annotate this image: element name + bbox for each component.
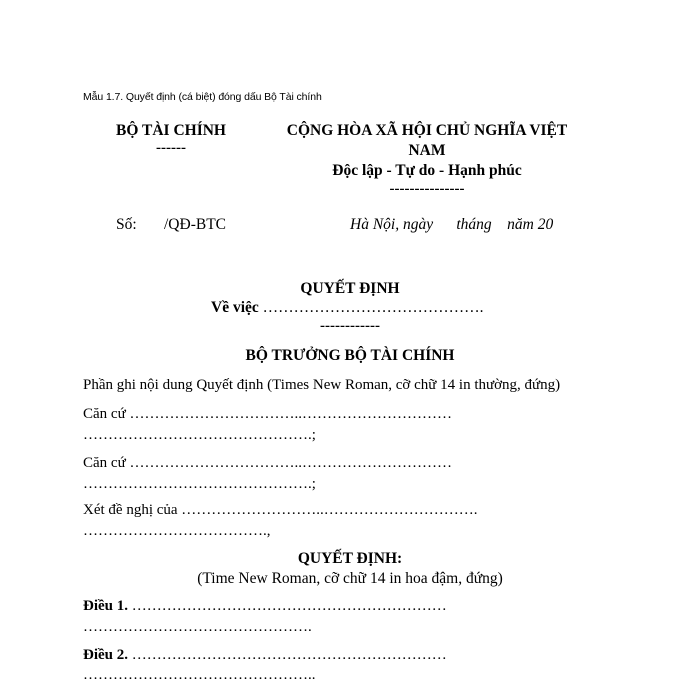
subject-line: [211, 299, 484, 317]
proposal-line1: Xét đề nghị của ………………………..………………………….: [83, 502, 478, 518]
decides-heading: QUYẾT ĐỊNH:: [297, 550, 403, 567]
subject-dots: …………………………………….: [262, 299, 484, 316]
article-2-dots: ………………………………………………………: [128, 647, 447, 663]
title-rule: ------------: [320, 318, 380, 334]
body-intro: Phần ghi nội dung Quyết định (Times New Roman, cỡ chữ 14 in thường, đứng): [83, 377, 561, 393]
agency-rule: ------: [156, 140, 186, 156]
document-number-suffix: /QĐ-BTC: [164, 216, 226, 233]
form-caption: Mẫu 1.7. Quyết định (cá biệt) đóng dấu Bộ Tài chính: [83, 91, 322, 103]
motto: Độc lập - Tự do - Hạnh phúc: [332, 162, 522, 179]
article-1-line2: ……………………………………….: [83, 619, 312, 635]
nation-title-line1: CỘNG HÒA XÃ HỘI CHỦ NGHĨA VIỆT: [286, 122, 568, 139]
decision-title: QUYẾT ĐỊNH: [300, 280, 400, 297]
nation-title-line2: NAM: [408, 142, 446, 159]
article-1-dots: ………………………………………………………: [128, 598, 447, 614]
agency-name: BỘ TÀI CHÍNH: [116, 122, 226, 139]
article-2-label: Điều 2.: [83, 647, 128, 663]
article-1-label: Điều 1.: [83, 598, 128, 614]
article-2-line1: [83, 647, 447, 664]
legal-basis-1-line2: ……………………………………….;: [83, 427, 316, 443]
article-1-line1: [83, 598, 447, 615]
place-and-date: Hà Nội, ngày tháng năm 20: [350, 216, 554, 233]
legal-basis-1-line1: Căn cứ ……………………………..…………………………: [83, 406, 452, 422]
article-2-line2: ………………………………………..: [83, 667, 316, 683]
document-number-label: Số:: [116, 216, 137, 233]
proposal-line2: ……………………………….,: [83, 523, 271, 539]
decides-note: (Time New Roman, cỡ chữ 14 in hoa đậm, đứng): [197, 570, 503, 587]
legal-basis-2-line1: Căn cứ ……………………………..…………………………: [83, 455, 452, 471]
signing-authority: BỘ TRƯỞNG BỘ TÀI CHÍNH: [245, 347, 455, 364]
motto-rule: ---------------: [389, 181, 465, 197]
subject-label: Về việc: [211, 299, 259, 316]
legal-basis-2-line2: ……………………………………….;: [83, 476, 316, 492]
